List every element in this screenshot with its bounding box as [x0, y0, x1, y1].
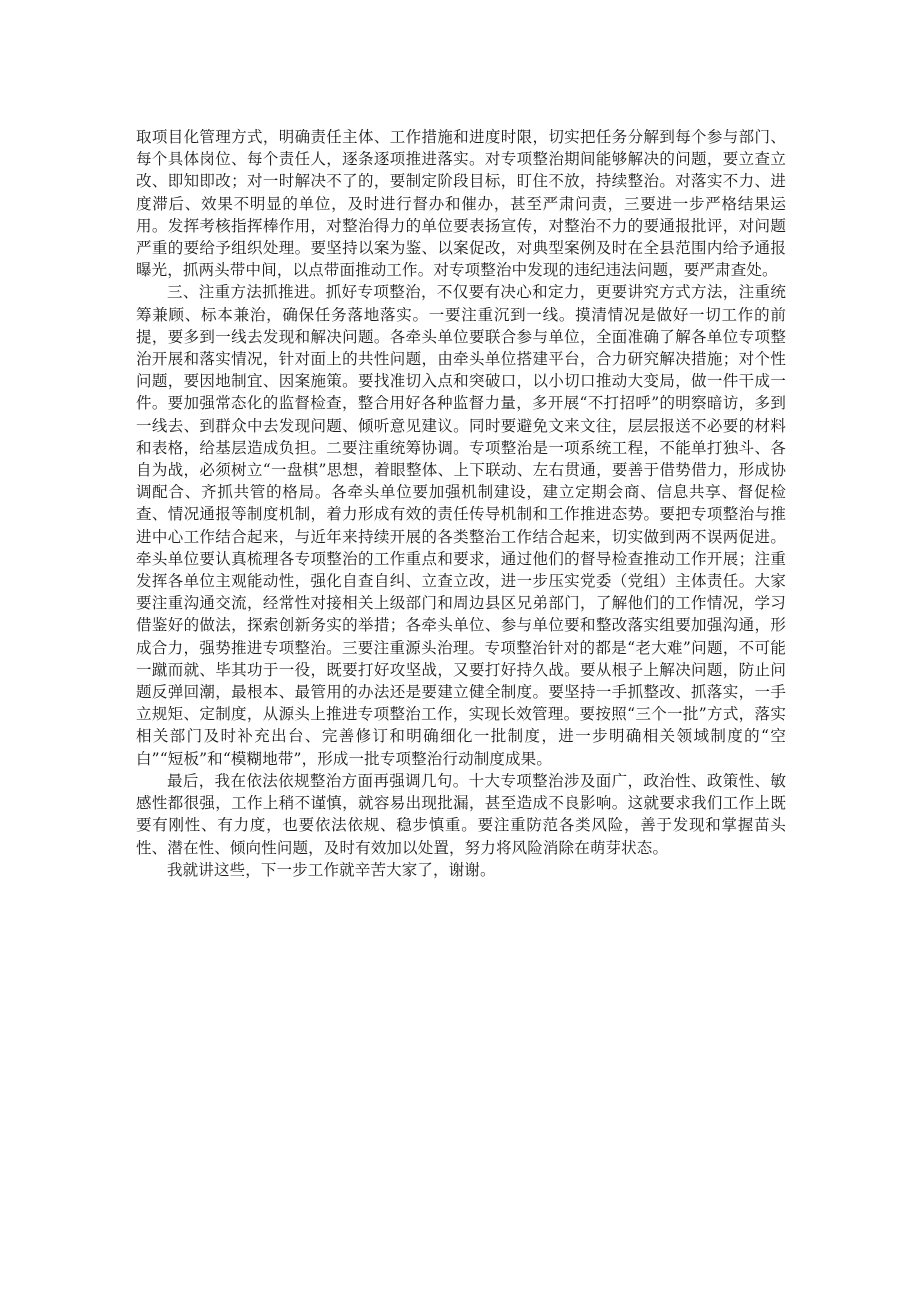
paragraph-closing: 我就讲这些，下一步工作就辛苦大家了，谢谢。: [167, 860, 496, 879]
document-body: [136, 126, 786, 881]
paragraph-method-section: 三、注重方法抓推进。抓好专项整治，不仅要有决心和定力，更要讲究方式方法，注重统筹兼顾、标本兼治，确保任务落地落实。一要注重沉到一线。摸清情况是做好一切工作的前提，要多到一线去发现和解决问题。各牵头单位要联合参与单位，全面准确了解各单位专项整治开展和落实情况，针对面上的共性问题，由牵头单位搭建平台，合力研究解决措施；对个性问题，要因地制宜、因案施策。要找准切入点和突破口，以小切口推动大变局，做一件干成一件。要加强常态化的监督检查，整合用好各种监督力量，多开展“不打招呼”的明察暗访，多到一线去、到群众中去发现问题、倾听意见建议。同时要避免文来文往，层层报送不必要的材料和表格，给基层造成负担。二要注重统筹协调。专项整治是一项系统工程，不能单打独斗、各自为战，必须树立“一盘棋”思想，着眼整体、上下联动、左右贯通，要善于借势借力，形成协调配合、齐抓共管的格局。各牵头单位要加强机制建设，建立定期会商、信息共享、督促检查、情况通报等制度机制，着力形成有效的责任传导机制和工作推进态势。要把专项整治与推进中心工作结合起来，与近年来持续开展的各类整治工作结合起来，切实做到两不误两促进。牵头单位要认真梳理各专项整治的工作重点和要求，通过他们的督导检查推动工作开展；注重发挥各单位主观能动性，强化自查自纠、立查立改，进一步压实党委（党组）主体责任。大家要注重沟通交流，经常性对接相关上级部门和周边县区兄弟部门，了解他们的工作情况，学习借鉴好的做法，探索创新务实的举措；各牵头单位、参与单位要和整改落实组要加强沟通，形成合力，强势推进专项整治。三要注重源头治理。专项整治针对的都是“老大难”问题，不可能一蹴而就、毕其功于一役，既要打好攻坚战，又要打好持久战。要从根子上解决问题，防止问题反弹回潮，最根本、最管用的办法还是要建立健全制度。要坚持一手抓整改、抓落实，一手立规矩、定制度，从源头上推进专项整治工作，实现长效管理。要按照“三个一批”方式，落实相关部门及时补充出台、完善修订和明确细化一批制度，进一步明确相关领域制度的“空白”“短板”和“模糊地带”，形成一批专项整治行动制度成果。: [136, 283, 786, 768]
paragraph-legal-compliance: 最后，我在依法依规整治方面再强调几句。十大专项整治涉及面广，政治性、政策性、敏感性都很强，工作上稍不谨慎，就容易出现批漏，甚至造成不良影响。这就要求我们工作上既要有刚性、有力度，也要依法依规、稳步慎重。要注重防范各类风险，善于发现和掌握苗头性、潜在性、倾向性问题，及时有效加以处置，努力将风险消除在萌芽状态。: [136, 771, 786, 857]
paragraph-continued: 取项目化管理方式，明确责任主体、工作措施和进度时限，切实把任务分解到每个参与部门、每个具体岗位、每个责任人，逐条逐项推进落实。对专项整治期间能够解决的问题，要立查立改、即知即改；对一时解决不了的，要制定阶段目标，盯住不放，持续整治。对落实不力、进度滞后、效果不明显的单位，及时进行督办和催办，甚至严肃问责，三要进一步严格结果运用。发挥考核指挥棒作用，对整治得力的单位要表扬宣传，对整治不力的要通报批评，对问题严重的要给予组织处理。要坚持以案为鉴、以案促改，对典型案例及时在全县范围内给予通报曝光，抓两头带中间，以点带面推动工作。对专项整治中发现的违纪违法问题，要严肃查处。: [136, 128, 786, 280]
